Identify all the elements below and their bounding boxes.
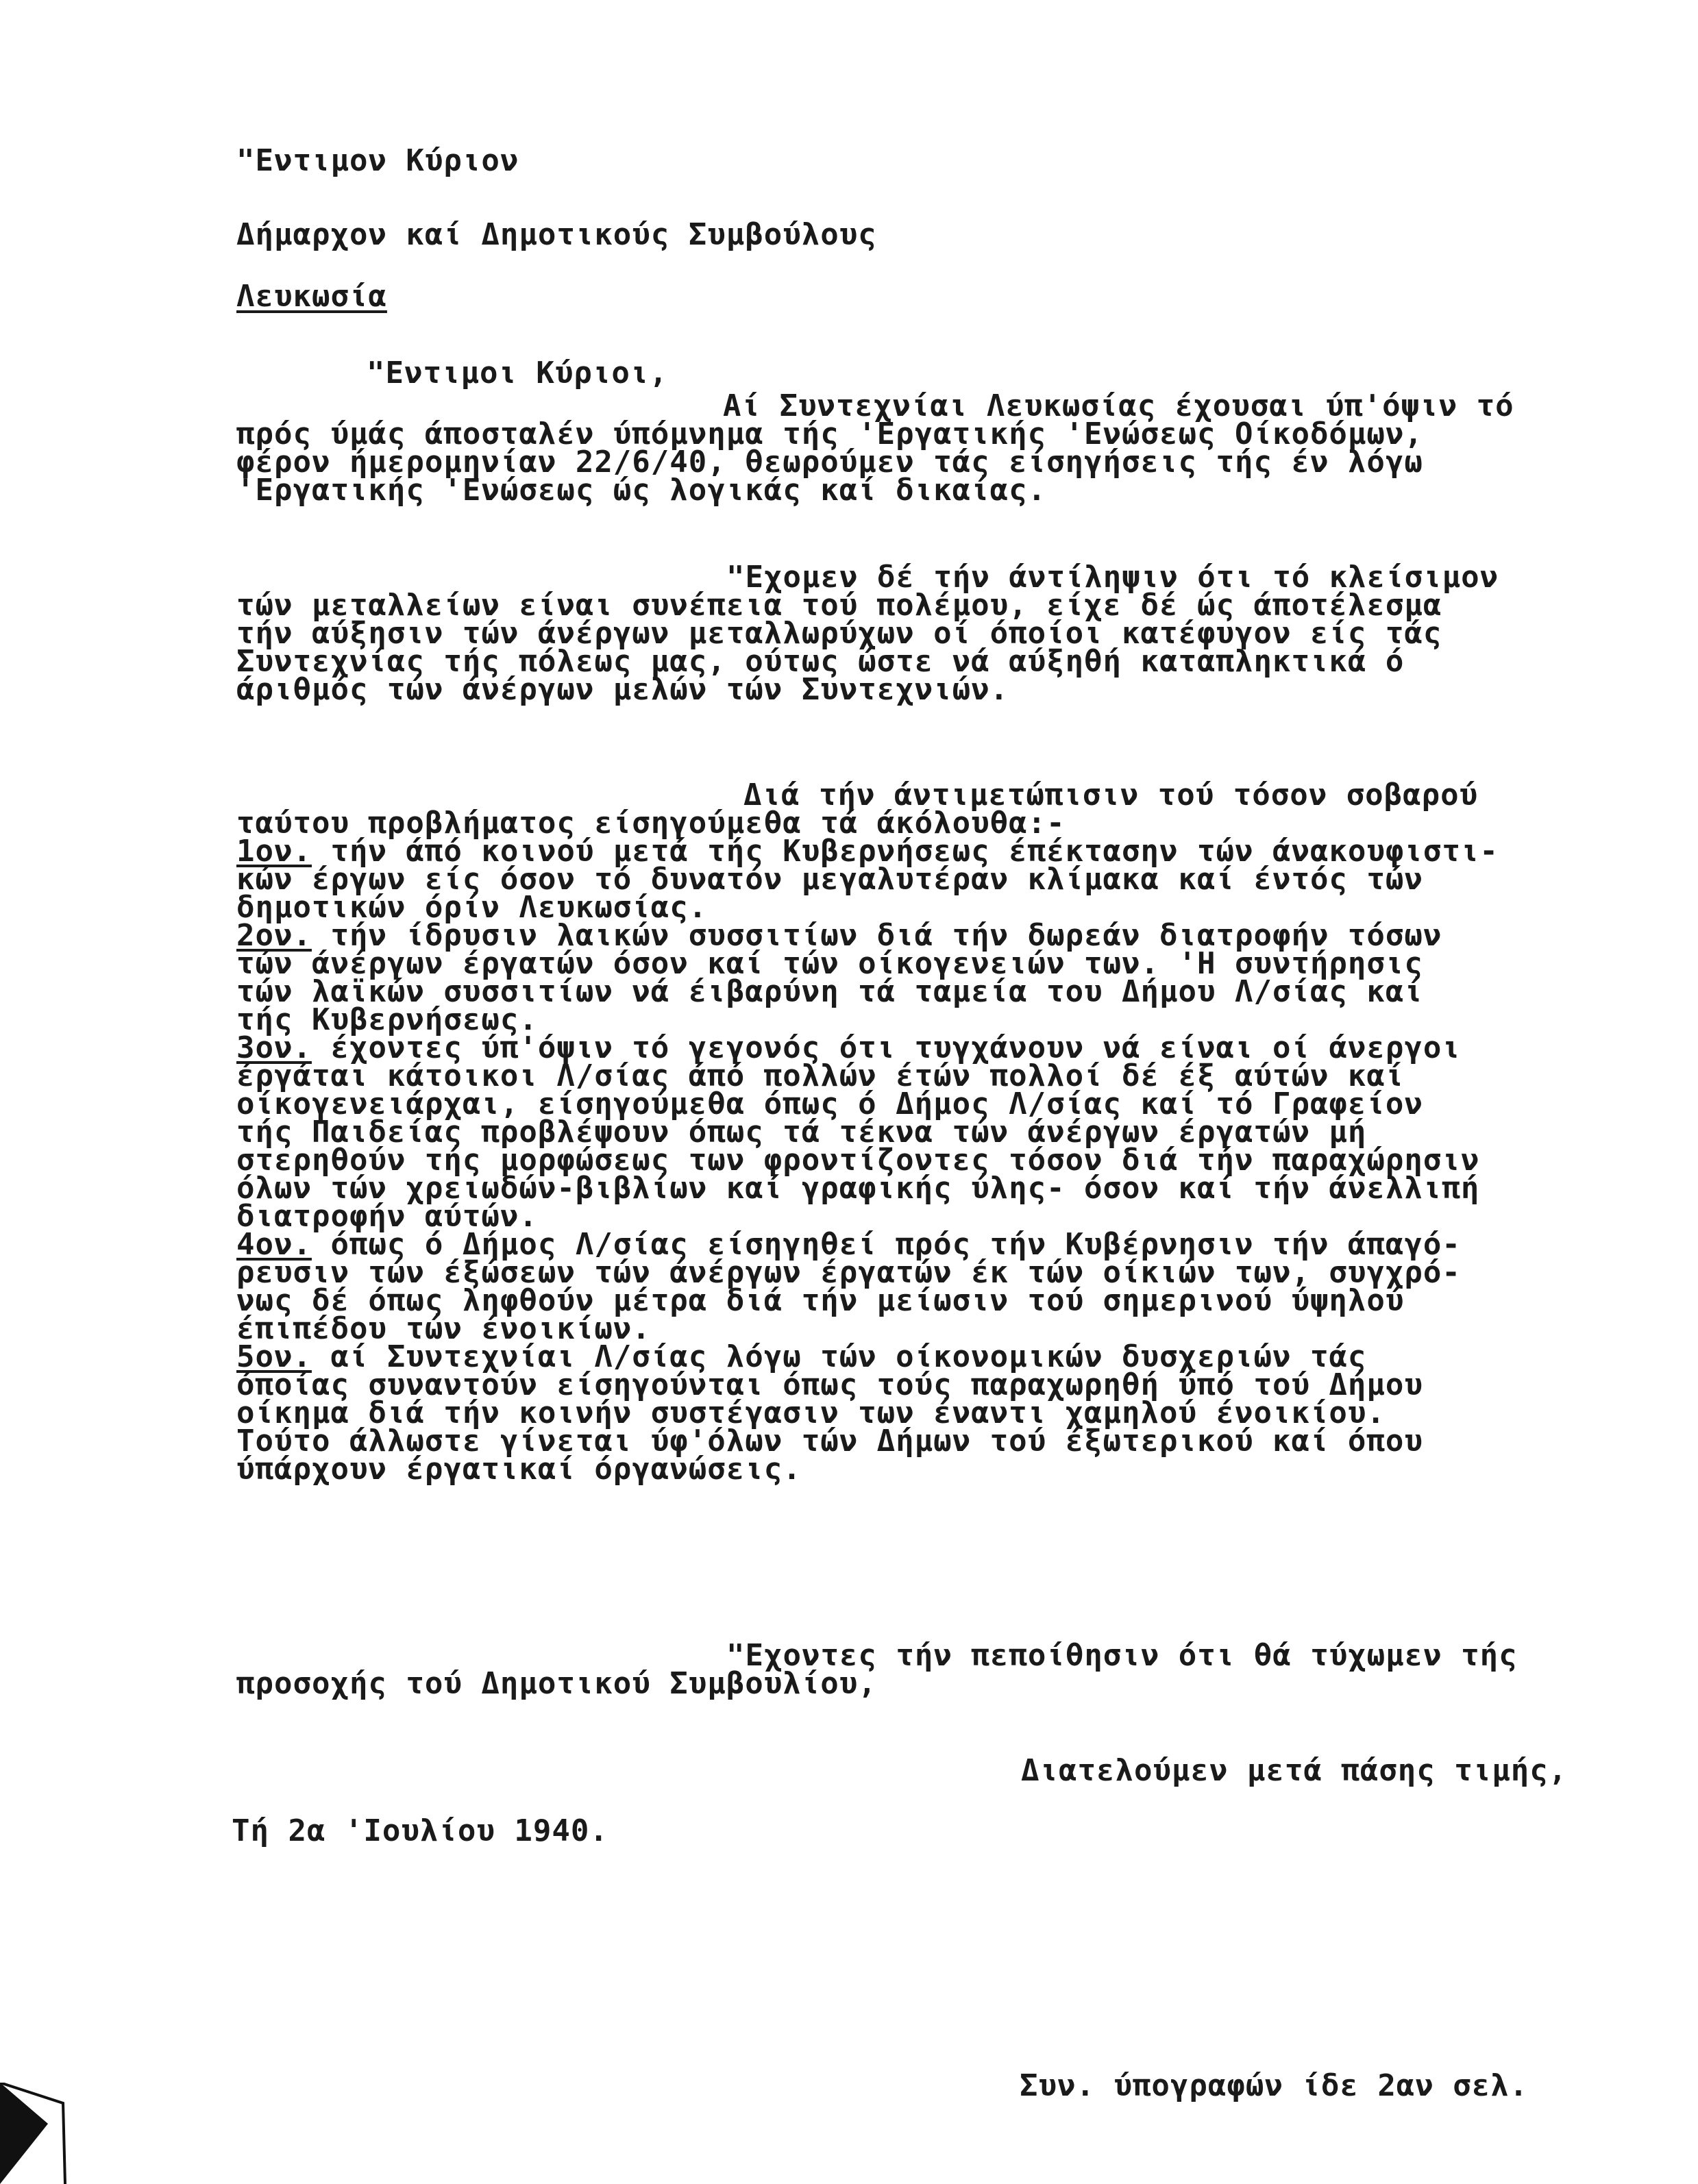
scan-corner-mark xyxy=(0,2083,69,2184)
item-line: οίκημα διά τήν κοινήν συστέγασιν των έναντι χαμηλού ένοικίου. xyxy=(236,1395,1386,1430)
item-number: 2ον. xyxy=(236,918,312,953)
letter-date: Τή 2α 'Ιουλίου 1940. xyxy=(232,1813,608,1848)
list-item-1 xyxy=(236,834,1499,925)
para2-line: τών μεταλλείων είναι συνέπεια τού πολέμου, είχε δέ ώς άποτέλεσμα xyxy=(236,588,1442,623)
item-line: Τούτο άλλωστε γίνεται ύφ'όλων τών Δήμων τού έξωτερικού καί όπου xyxy=(236,1424,1423,1459)
item-line: έργάται κάτοικοι Λ/σίας άπό πολλών έτών πολλοί δέ έξ αύτών καί xyxy=(236,1058,1405,1093)
item-line: τών λαϊκών συσσιτίων νά έιβαρύνη τά ταμεία του Δήμου Λ/σίας καί xyxy=(236,974,1423,1009)
para3-line: Διά τήν άντιμετώπισιν τού τόσον σοβαρού xyxy=(743,778,1479,812)
intro-line: φέρον ήμερομηνίαν 22/6/40, θεωρούμεν τάς είσηγήσεις τής έν λόγω xyxy=(236,445,1423,480)
numbered-items xyxy=(236,834,1499,1487)
item-first-line: 5ον. αί Συντεχνίαι Λ/σίας λόγω τών οίκονομικών δυσχεριών τάς xyxy=(236,1339,1367,1374)
list-item-5 xyxy=(236,1339,1499,1487)
greeting: "Εντιμοι Κύριοι, xyxy=(367,356,668,390)
item-line: οίκογενειάρχαι, είσηγούμεθα όπως ό Δήμος Λ/σίας καί τό Γραφείον xyxy=(236,1087,1423,1121)
closing-paragraph xyxy=(236,1638,1518,1701)
item-first-line: 2ον. τήν ίδρυσιν λαικών συσσιτίων διά τήν δωρεάν διατροφήν τόσων xyxy=(236,918,1442,953)
para2-line: τήν αύξησιν τών άνέργων μεταλλωρύχων οί όποίοι κατέφυγον είς τάς xyxy=(236,616,1442,651)
item-line: όποίας συναντούν είσηγούνται όπως τούς παραχωρηθή ύπό τού Δήμου xyxy=(236,1367,1423,1402)
third-paragraph xyxy=(236,778,1479,841)
item-line: κών έργων είς όσον τό δυνατόν μεγαλυτέραν κλίμακα καί έντός τών xyxy=(236,862,1423,897)
item-line: τής Παιδείας προβλέψουν όπως τά τέκνα τών άνέργων έργατών μή xyxy=(236,1115,1367,1150)
recipient-city: Λευκωσία xyxy=(236,279,387,314)
second-paragraph xyxy=(236,560,1499,707)
item-line: τών άνέργων έργατών όσον καί τών οίκογενειών των. 'Η συντήρησις xyxy=(236,946,1423,981)
item-line: νως δέ όπως ληφθούν μέτρα διά τήν μείωσιν τού σημερινού ύψηλού xyxy=(236,1283,1405,1318)
item-line: δημοτικών όρίν Λευκωσίας. xyxy=(236,890,708,925)
item-number: 3ον. xyxy=(236,1030,312,1065)
footer-note: Συν. ύπογραφών ίδε 2αν σελ. xyxy=(1020,2068,1529,2103)
list-item-3 xyxy=(236,1030,1499,1234)
para3-line: ταύτου προβλήματος είσηγούμεθα τά άκόλουθα:- xyxy=(236,806,1066,841)
item-line: όλων τών χρειωδών-βιβλίων καί γραφικής ύλης- όσον καί τήν άνελλιπή xyxy=(236,1171,1480,1206)
item-number: 4ον. xyxy=(236,1227,312,1262)
intro-line: πρός ύμάς άποσταλέν ύπόμνημα τής 'Εργατικής 'Ενώσεως Οίκοδόμων, xyxy=(236,417,1423,451)
para2-line: Συντεχνίας τής πόλεως μας, ούτως ώστε νά αύξηθή καταπληκτικά ό xyxy=(236,644,1405,679)
item-line: στερηθούν τής μορφώσεως των φροντίζοντες τόσον διά τήν παραχώρησιν xyxy=(236,1143,1480,1178)
item-number: 1ον. xyxy=(236,834,312,869)
item-line: έπιπέδου τών ένοικίων. xyxy=(236,1311,651,1346)
closing-line: "Εχοντες τήν πεποίθησιν ότι θά τύχωμεν τής xyxy=(726,1638,1518,1673)
para2-line: "Εχομεν δέ τήν άντίληψιν ότι τό κλείσιμον xyxy=(726,560,1499,595)
sign-off: Διατελούμεν μετά πάσης τιμής, xyxy=(1021,1753,1568,1788)
item-number: 5ον. xyxy=(236,1339,312,1374)
item-line: ύπάρχουν έργατικαί όργανώσεις. xyxy=(236,1452,802,1487)
item-first-line: 1ον. τήν άπό κοινού μετά τής Κυβερνήσεως έπέκτασην τών άνακουφιστι- xyxy=(236,834,1499,869)
recipient-line-1: "Εντιμον Κύριον xyxy=(236,143,519,178)
intro-line: 'Εργατικής 'Ενώσεως ώς λογικάς καί δικαίας. xyxy=(236,473,1047,508)
para2-line: άριθμός τών άνέργων μελών τών Συντεχνιών. xyxy=(236,672,1009,707)
recipient-line-2: Δήμαρχον καί Δημοτικούς Συμβούλους xyxy=(236,217,877,252)
item-line: ρευσιν τών έξώσεων τών άνέργων έργατών έκ τών οίκιών των, συγχρό- xyxy=(236,1255,1461,1290)
item-line: διατροφήν αύτών. xyxy=(236,1199,538,1234)
closing-line: προσοχής τού Δημοτικού Συμβουλίου, xyxy=(236,1666,877,1701)
item-line: τής Κυβερνήσεως. xyxy=(236,1002,538,1037)
intro-line: Αί Συντεχνίαι Λευκωσίας έχουσαι ύπ'όψιν τό xyxy=(723,388,1514,423)
item-first-line: 3ον. έχοντες ύπ'όψιν τό γεγονός ότι τυγχάνουν νά είναι οί άνεργοι xyxy=(236,1030,1461,1065)
list-item-4 xyxy=(236,1227,1499,1346)
intro-paragraph xyxy=(236,388,1514,508)
list-item-2 xyxy=(236,918,1499,1037)
item-first-line: 4ον. όπως ό Δήμος Λ/σίας είσηγηθεί πρός τήν Κυβέρνησιν τήν άπαγό- xyxy=(236,1227,1461,1262)
